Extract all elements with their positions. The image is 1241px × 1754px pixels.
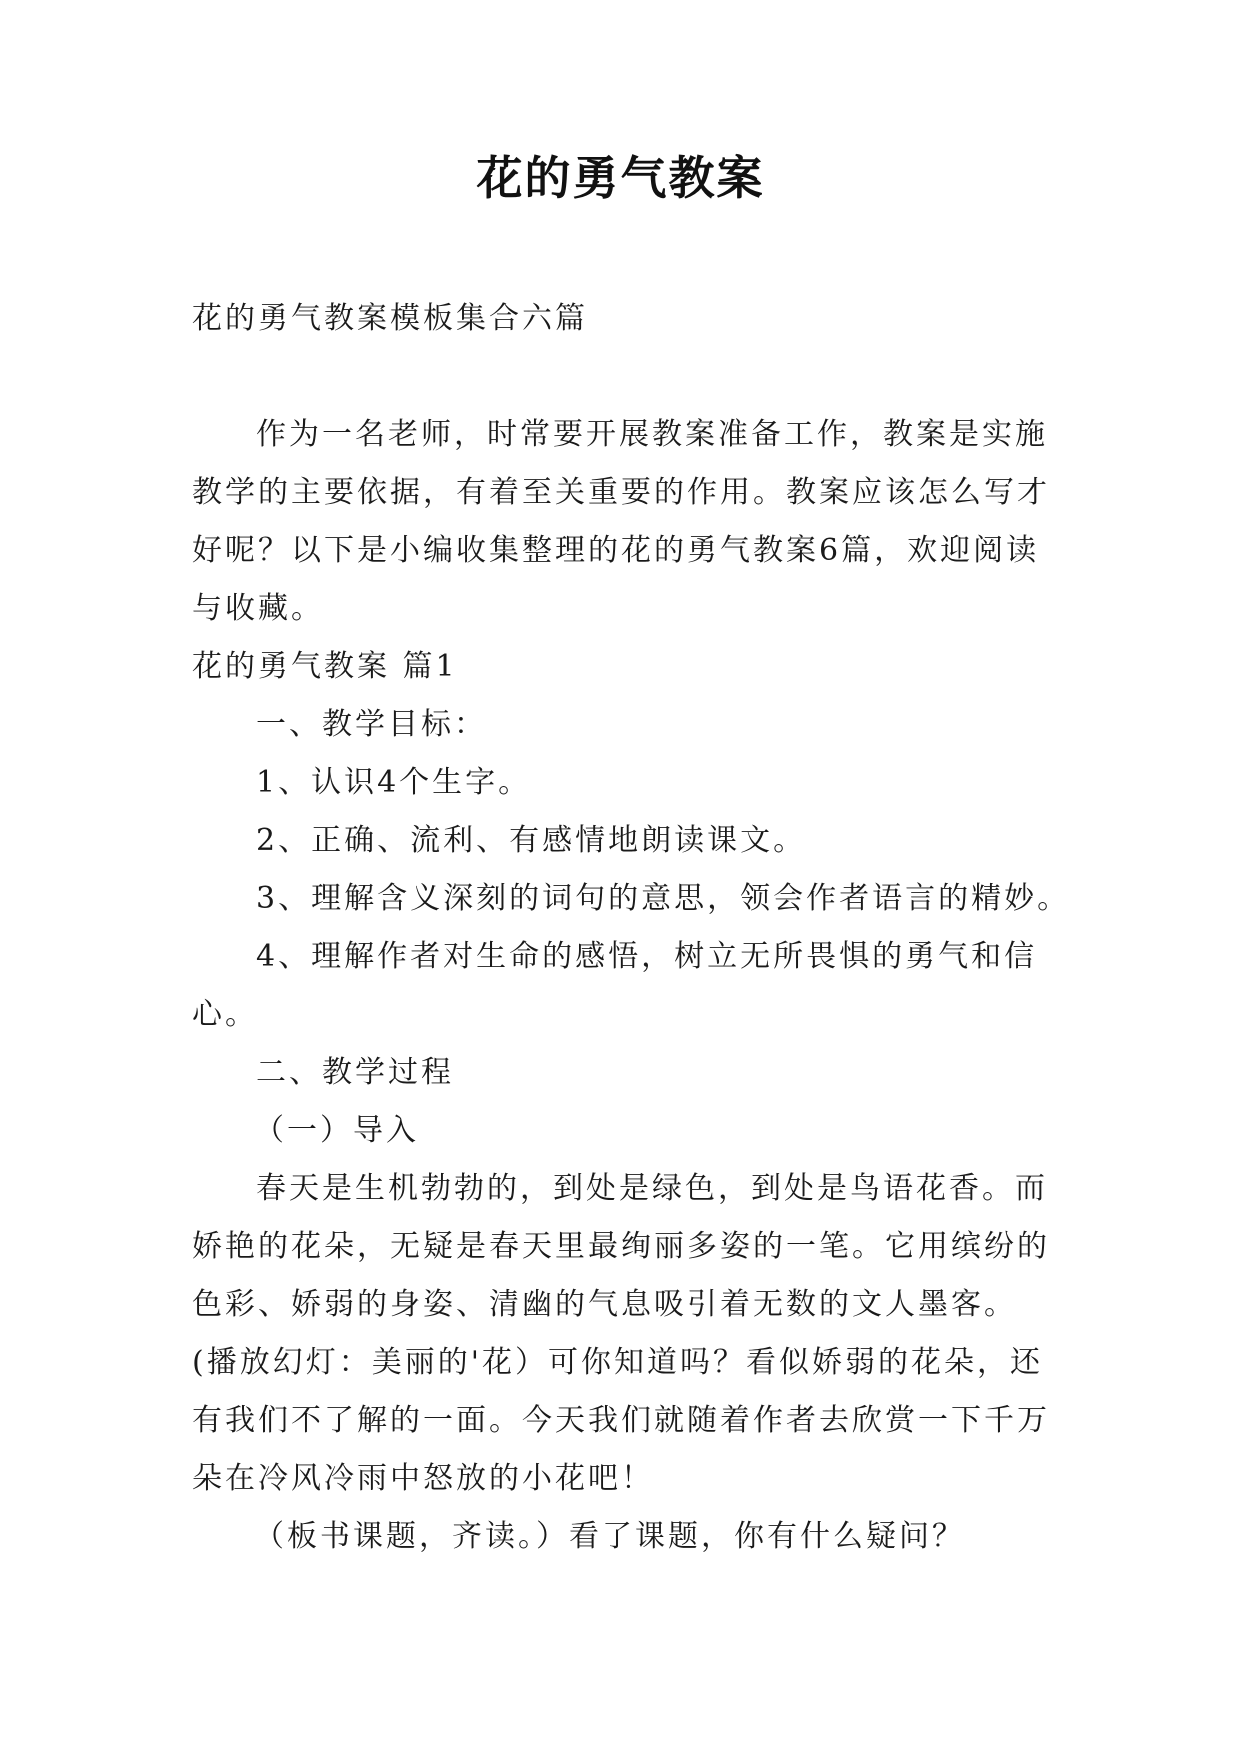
- subtitle: 花的勇气教案模板集合六篇: [192, 301, 588, 336]
- process-heading: 二、教学过程: [256, 1055, 454, 1090]
- objectives-heading: 一、教学目标：: [256, 707, 487, 742]
- objective-item: 1、认识4个生字。: [256, 765, 532, 800]
- objective-item: 3、理解含义深刻的词句的意思，领会作者语言的精妙。: [256, 881, 1071, 916]
- board-paragraph: （板书课题，齐读。）看了课题，你有什么疑问？: [254, 1519, 965, 1554]
- document-title: 花的勇气教案: [476, 151, 765, 205]
- section-heading: 花的勇气教案 篇1: [192, 649, 458, 684]
- document-body: [192, 290, 1071, 1566]
- intro-paragraph: 作为一名老师，时常要开展教案准备工作，教案是实施教学的主要依据，有着至关重要的作用。教案应该怎么写才好呢？以下是小编收集整理的花的勇气教案6篇，欢迎阅读与收藏。: [192, 417, 1050, 626]
- objective-item: 2、正确、流利、有感情地朗读课文。: [256, 823, 807, 858]
- spacer: [192, 348, 1052, 406]
- objective-item: 4、理解作者对生命的感悟，树立无所畏惧的勇气和信心。: [192, 939, 1038, 1032]
- intro-step-heading: （一）导入: [254, 1113, 419, 1148]
- spring-paragraph: 春天是生机勃勃的，到处是绿色，到处是鸟语花香。而娇艳的花朵，无疑是春天里最绚丽多姿的一笔。它用缤纷的色彩、娇弱的身姿、清幽的气息吸引着无数的文人墨客。(播放幻灯：美丽的'花）可你知道吗？看似娇弱的花朵，还有我们不了解的一面。今天我们就随着作者去欣赏一下千万朵在冷风冷雨中怒放的小花吧！: [192, 1171, 1050, 1496]
